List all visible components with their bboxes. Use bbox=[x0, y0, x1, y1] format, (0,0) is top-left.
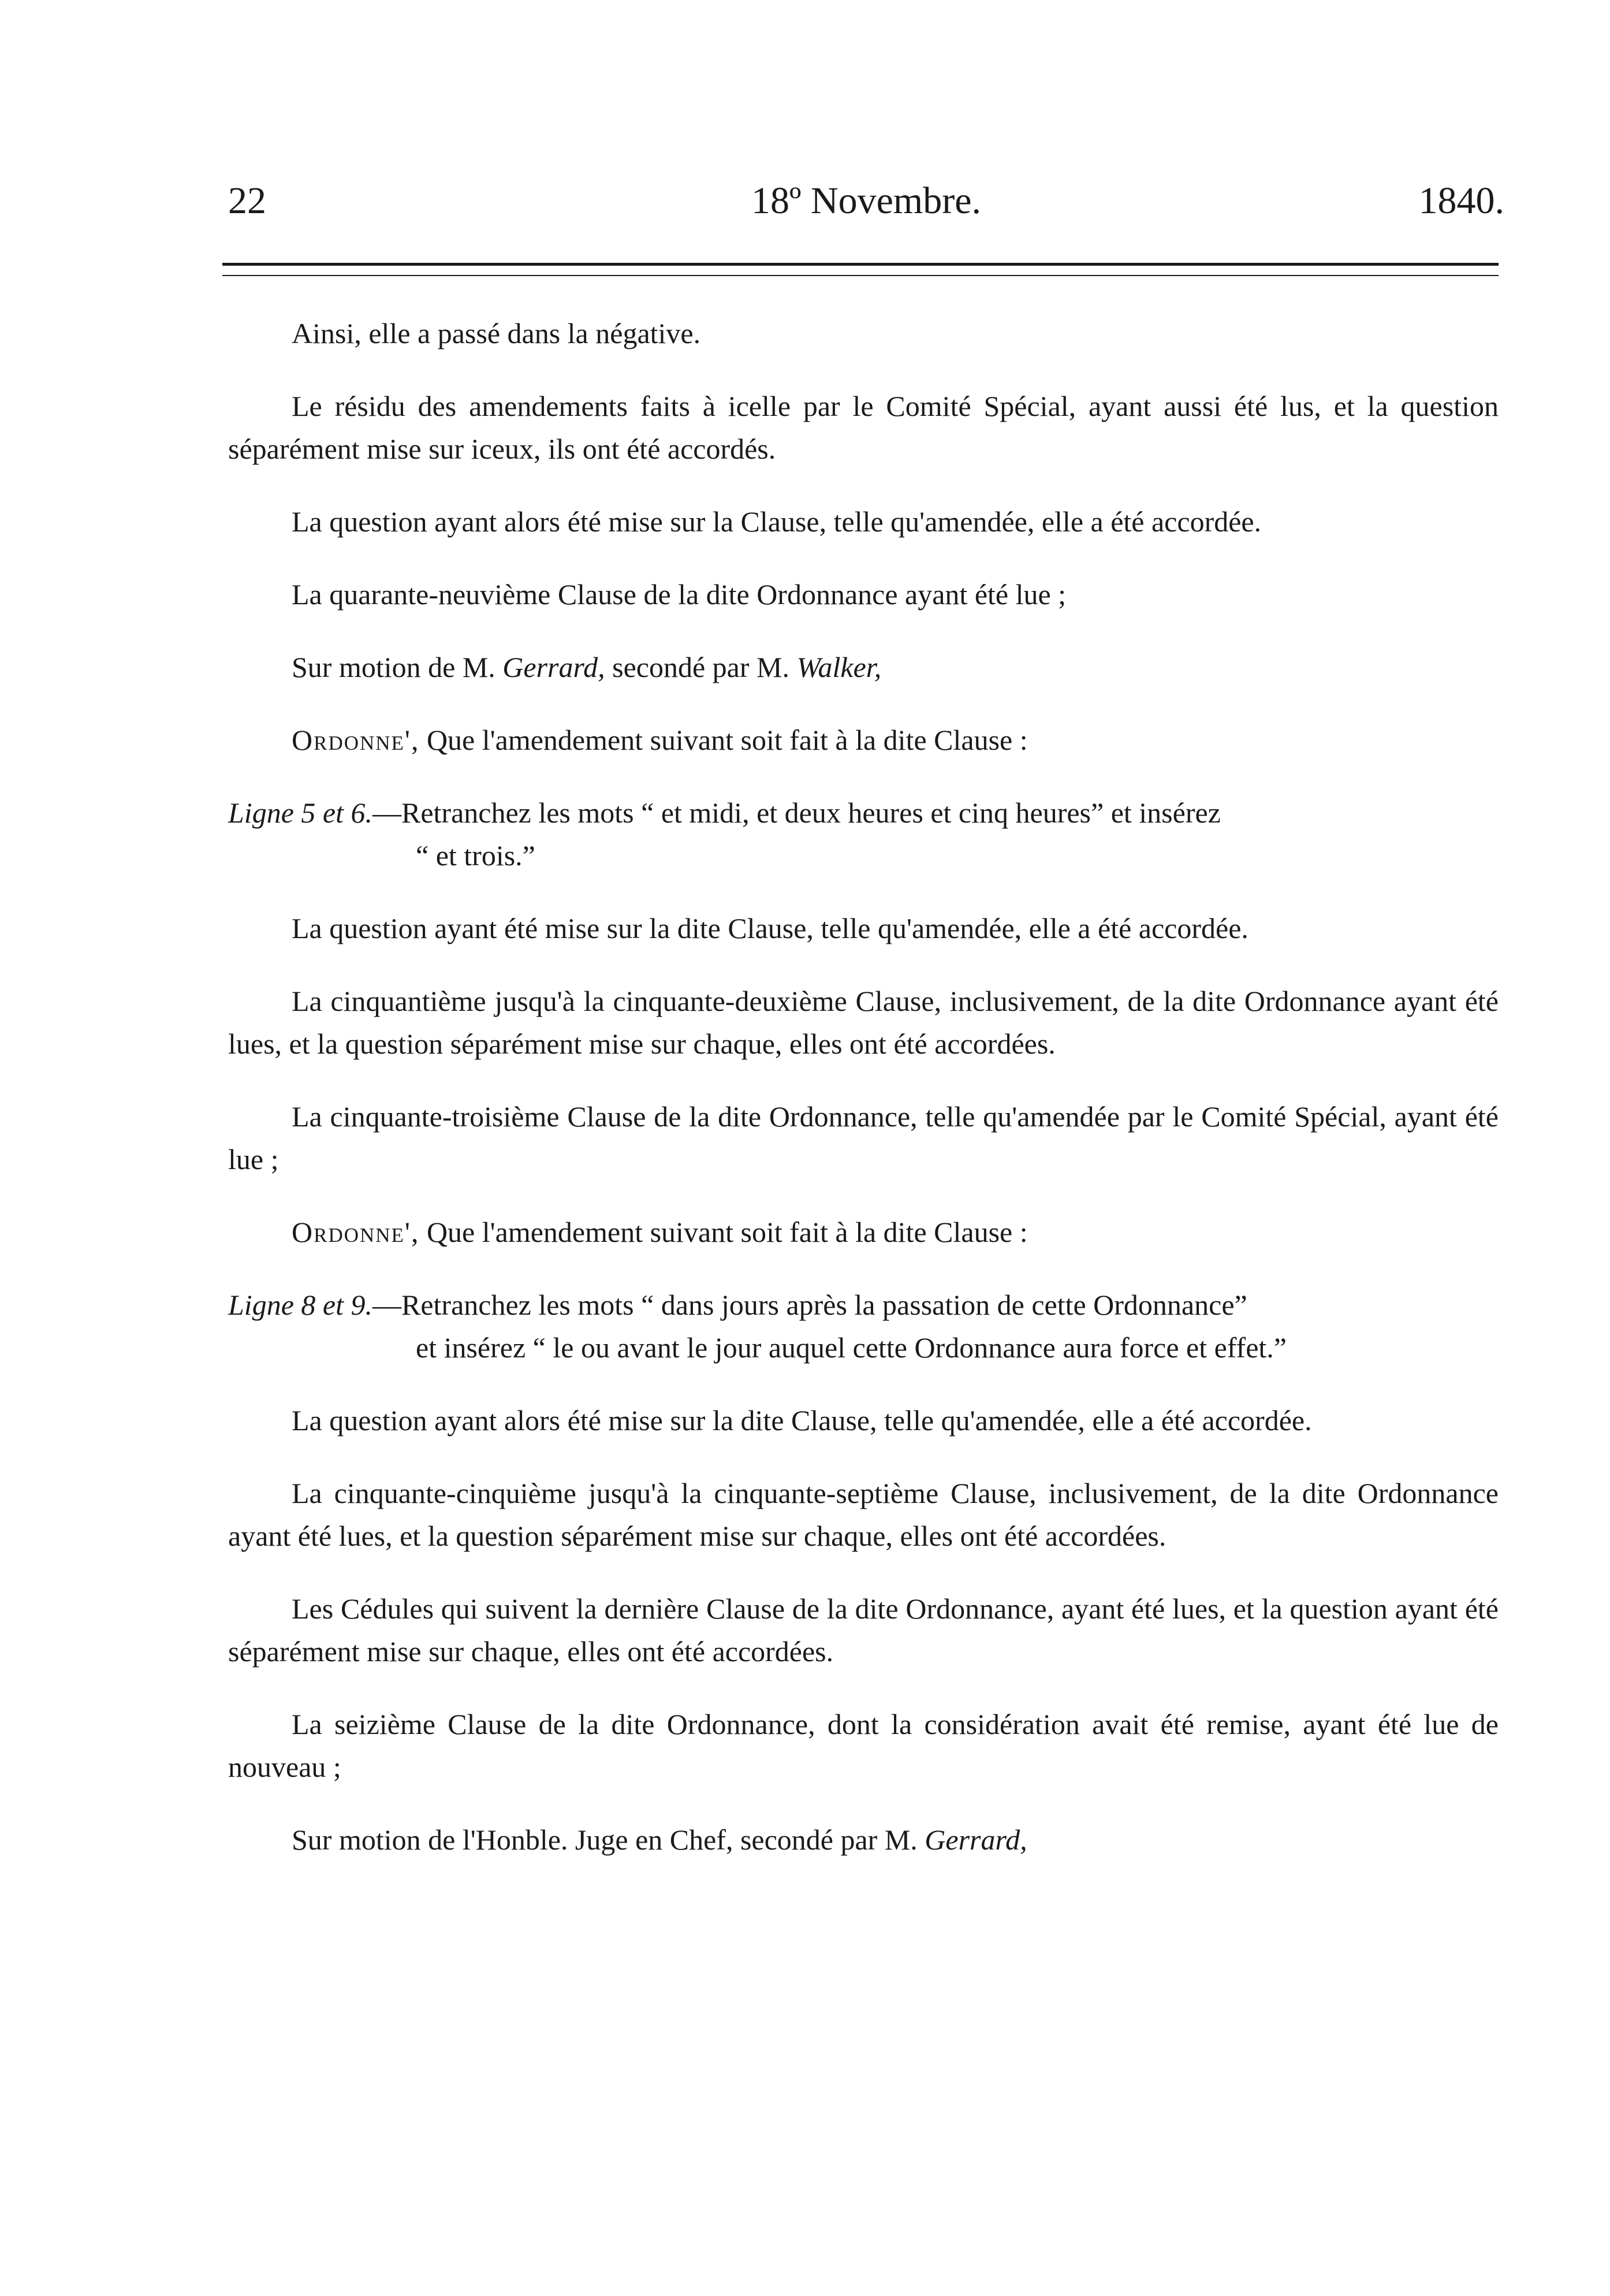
page-header bbox=[228, 179, 1504, 243]
paragraph: La question ayant été mise sur la dite Clause, telle qu'amendée, elle a été accordée. bbox=[292, 912, 1249, 944]
amendment-text: —Retranchez les mots “ et midi, et deux heures et cinq heures” et insérez bbox=[372, 797, 1221, 829]
paragraph: La cinquante-cinquième jusqu'à la cinquante-septième Clause, inclusivement, de la dite Ordonnance ayant été lues, et la question séparément mise sur chaque, elles ont été accordées. bbox=[228, 1477, 1499, 1552]
paragraph: La seizième Clause de la dite Ordonnance, dont la considération avait été remise, ayant été lue de nouveau ; bbox=[228, 1708, 1499, 1783]
order-lead: Ordonne', bbox=[292, 724, 420, 756]
seconder-name: Walker, bbox=[796, 651, 882, 683]
order-paragraph bbox=[228, 1211, 1499, 1253]
motion-paragraph bbox=[228, 1818, 1499, 1861]
motion-text: Sur motion de l'Honble. Juge en Chef, secondé par M. bbox=[292, 1824, 925, 1856]
paragraph: La cinquante-troisième Clause de la dite Ordonnance, telle qu'amendée par le Comité Spécial, ayant été lue ; bbox=[228, 1100, 1499, 1175]
amendment-continuation: “ et trois.” bbox=[416, 839, 535, 872]
order-paragraph bbox=[228, 719, 1499, 761]
mover-name: Gerrard, bbox=[502, 651, 605, 683]
paragraph: Ainsi, elle a passé dans la négative. bbox=[292, 317, 701, 349]
amendment-label: Ligne 8 et 9. bbox=[228, 1289, 372, 1321]
paragraph: Le résidu des amendements faits à icelle par le Comité Spécial, ayant aussi été lus, et la question séparément mise sur iceux, ils ont été accordés. bbox=[228, 390, 1499, 465]
paragraph: La question ayant alors été mise sur la dite Clause, telle qu'amendée, elle a été accordée. bbox=[292, 1404, 1312, 1437]
amendment-label: Ligne 5 et 6. bbox=[228, 797, 372, 829]
amendment-continuation: et insérez “ le ou avant le jour auquel cette Ordonnance aura force et effet.” bbox=[416, 1331, 1287, 1364]
motion-paragraph bbox=[228, 646, 1499, 689]
motion-text: Sur motion de M. bbox=[292, 651, 503, 683]
paragraph: Les Cédules qui suivent la dernière Clause de la dite Ordonnance, ayant été lues, et la question ayant été séparément mise sur chaque, elles ont été accordées. bbox=[228, 1592, 1499, 1668]
header-year: 1840. bbox=[1418, 180, 1504, 222]
amendment bbox=[228, 1283, 1499, 1369]
order-text: Que l'amendement suivant soit fait à la dite Clause : bbox=[419, 724, 1028, 756]
header-rule bbox=[222, 263, 1499, 276]
motion-text: secondé par M. bbox=[605, 651, 797, 683]
amendment-text: —Retranchez les mots “ dans jours après la passation de cette Ordonnance” bbox=[372, 1289, 1247, 1321]
page-number: 22 bbox=[228, 180, 266, 222]
seconder-name: Gerrard, bbox=[925, 1824, 1027, 1856]
paragraph: La cinquantième jusqu'à la cinquante-deuxième Clause, inclusivement, de la dite Ordonnance ayant été lues, et la question séparément mise sur chaque, elles ont été accordées. bbox=[228, 985, 1499, 1060]
amendment bbox=[228, 791, 1499, 877]
paragraph: La question ayant alors été mise sur la Clause, telle qu'amendée, elle a été accordée. bbox=[292, 505, 1262, 538]
header-date: 18º Novembre. bbox=[751, 180, 982, 222]
paragraph: La quarante-neuvième Clause de la dite Ordonnance ayant été lue ; bbox=[292, 578, 1067, 611]
order-text: Que l'amendement suivant soit fait à la dite Clause : bbox=[419, 1216, 1028, 1248]
order-lead: Ordonne', bbox=[292, 1216, 420, 1248]
document-body bbox=[228, 312, 1499, 1891]
